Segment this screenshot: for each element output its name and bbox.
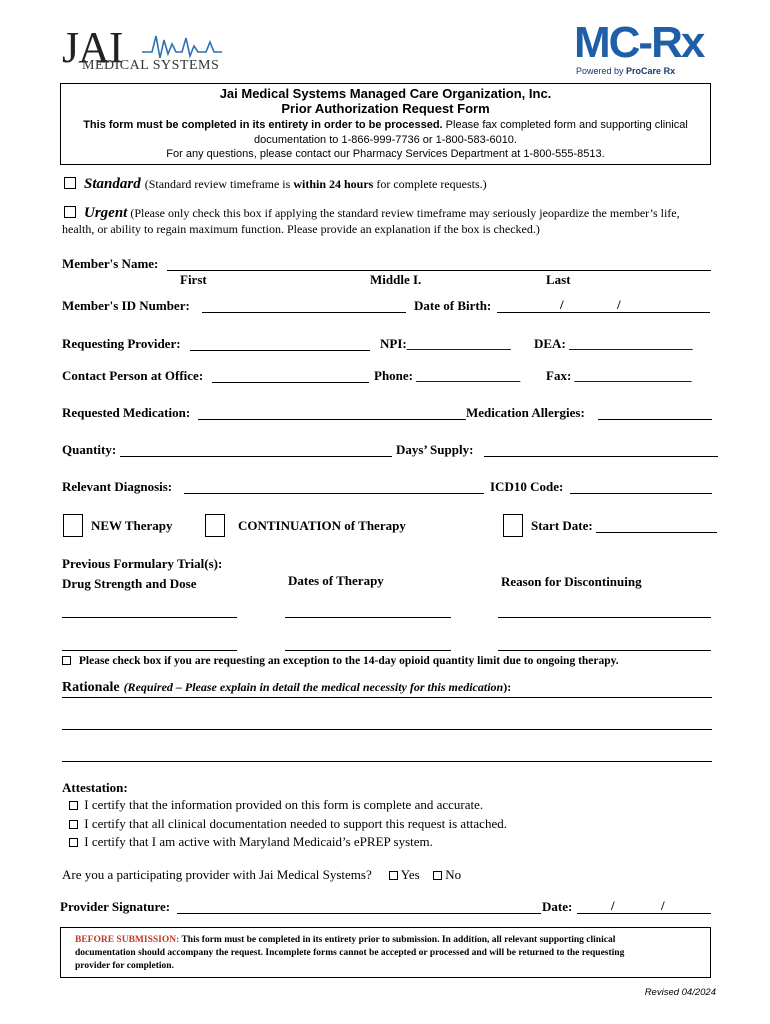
allergies-label: Medication Allergies: xyxy=(466,405,585,420)
signature-date-slash-2: / xyxy=(661,898,665,913)
standard-label: Standard xyxy=(84,176,141,192)
attestation-heading: Attestation: xyxy=(62,780,128,795)
icd10-field[interactable] xyxy=(570,493,712,494)
npi-field[interactable]: ________________ xyxy=(406,336,511,351)
instructions-line1: This form must be completed in its entirety in order to be processed. Please fax completed form and supporting clinical xyxy=(83,119,688,131)
diagnosis-label: Relevant Diagnosis: xyxy=(62,479,173,494)
form-subtitle: Prior Authorization Request Form xyxy=(281,101,490,116)
quantity-field[interactable] xyxy=(120,456,392,457)
trials-col-dates: Dates of Therapy xyxy=(288,573,384,588)
notice-line-3: provider for completion. xyxy=(75,961,174,971)
diagnosis-field[interactable] xyxy=(184,493,484,494)
trial-2-dates-field[interactable] xyxy=(285,650,451,651)
opioid-exception-label: Please check box if you are requesting an exception to the 14-day opioid quantity limit due to ongoing therapy. xyxy=(78,655,619,667)
urgent-option xyxy=(64,204,680,222)
continuation-checkbox[interactable] xyxy=(205,514,225,537)
fax-label: Fax: __________________ xyxy=(546,368,692,383)
dob-field[interactable] xyxy=(497,312,710,313)
form-title: Jai Medical Systems Managed Care Organization, Inc. xyxy=(219,86,552,101)
contact-person-field[interactable] xyxy=(212,382,369,383)
npi-label: NPI:________________ xyxy=(380,336,511,351)
signature-date-field[interactable] xyxy=(577,913,711,914)
participation-question: Are you a participating provider with Jai Medical Systems? xyxy=(62,867,372,882)
trial-2-drug-field[interactable] xyxy=(62,650,237,651)
fax-field[interactable]: __________________ xyxy=(574,368,692,383)
provider-signature-label: Provider Signature: xyxy=(60,899,171,914)
notice-line-2: documentation should accompany the request. Incomplete forms cannot be accepted or processed and will be returned to the requesting xyxy=(75,948,625,958)
participation-row xyxy=(62,867,461,883)
requesting-provider-field[interactable] xyxy=(190,350,370,351)
participation-no-label: No xyxy=(445,867,462,882)
days-supply-field[interactable] xyxy=(484,456,718,457)
attestation-item-3: I certify that I am active with Maryland Medicaid’s ePREP system. xyxy=(69,834,433,850)
participation-yes-checkbox[interactable] xyxy=(389,871,398,880)
phone-label: Phone: ________________ xyxy=(374,368,521,383)
new-therapy-checkbox[interactable] xyxy=(63,514,83,537)
urgent-checkbox[interactable] xyxy=(64,206,76,218)
opioid-exception-checkbox[interactable] xyxy=(62,656,71,665)
member-name-label: Member's Name: xyxy=(62,256,159,271)
requested-medication-field[interactable] xyxy=(198,419,466,420)
start-date-label: Start Date: xyxy=(531,518,593,533)
participation-yes-label: Yes xyxy=(400,867,420,882)
new-therapy-label: NEW Therapy xyxy=(91,518,173,533)
urgent-description-line2: health, or ability to regain maximum function. Please provide an explanation if the box is checked.) xyxy=(62,222,540,236)
dea-label: DEA: ___________________ xyxy=(534,336,693,351)
trials-col-reason: Reason for Discontinuing xyxy=(501,574,642,589)
opioid-exception xyxy=(62,655,619,667)
revision-date: Revised 04/2024 xyxy=(644,987,716,998)
dea-field[interactable]: ___________________ xyxy=(569,336,693,351)
start-date-checkbox[interactable] xyxy=(503,514,523,537)
standard-description: (Standard review timeframe is within 24 hours for complete requests.) xyxy=(144,177,487,191)
phone-field[interactable]: ________________ xyxy=(416,368,521,383)
dob-slash-1: / xyxy=(560,297,564,312)
rationale-field-line-2[interactable] xyxy=(62,729,712,730)
trial-2-reason-field[interactable] xyxy=(498,650,711,651)
attestation-checkbox-1[interactable] xyxy=(69,801,78,810)
rationale-note: (Required – Please explain in detail the medical necessity for this medication xyxy=(123,680,504,694)
mcrx-logo-powered: Powered by ProCare Rx xyxy=(576,66,676,76)
rationale-label-row xyxy=(62,678,511,696)
rationale-field-line-1[interactable] xyxy=(62,697,712,698)
first-name-caption: First xyxy=(180,272,207,287)
urgent-label: Urgent xyxy=(84,205,128,221)
mcrx-logo xyxy=(574,18,714,80)
instructions-line2: documentation to 1-866-999-7736 or 1-800-583-6010. xyxy=(254,134,517,146)
member-id-field[interactable] xyxy=(202,312,406,313)
instructions-line3: For any questions, please contact our Pharmacy Services Department at 1-800-555-8513. xyxy=(166,148,605,160)
trial-1-drug-field[interactable] xyxy=(62,617,237,618)
jai-logo-name: JAI xyxy=(62,23,123,72)
trial-1-reason-field[interactable] xyxy=(498,617,711,618)
requesting-provider-label: Requesting Provider: xyxy=(62,336,181,351)
signature-date-slash-1: / xyxy=(611,898,615,913)
participation-no-checkbox[interactable] xyxy=(433,871,442,880)
dob-slash-2: / xyxy=(617,297,621,312)
dob-label: Date of Birth: xyxy=(414,298,492,313)
trial-1-dates-field[interactable] xyxy=(285,617,451,618)
start-date-field[interactable] xyxy=(596,532,717,533)
signature-date-label: Date: xyxy=(542,899,573,914)
days-supply-label: Days’ Supply: xyxy=(396,442,474,457)
member-name-field[interactable] xyxy=(167,270,711,271)
attestation-checkbox-2[interactable] xyxy=(69,820,78,829)
standard-checkbox[interactable] xyxy=(64,177,76,189)
contact-person-label: Contact Person at Office: xyxy=(62,368,204,383)
notice-line-1: BEFORE SUBMISSION: This form must be completed in its entirety prior to submission. In addition, all relevant supporting clinical xyxy=(75,935,616,945)
jai-logo-subtitle: MEDICAL SYSTEMS xyxy=(82,58,220,73)
trials-col-drug: Drug Strength and Dose xyxy=(62,576,197,591)
notice-prefix: BEFORE SUBMISSION: xyxy=(75,935,180,945)
icd10-label: ICD10 Code: xyxy=(490,479,564,494)
attestation-checkbox-3[interactable] xyxy=(69,838,78,847)
jai-logo xyxy=(62,23,222,78)
attestation-item-1: I certify that the information provided on this form is complete and accurate. xyxy=(69,797,483,813)
previous-trials-heading: Previous Formulary Trial(s): xyxy=(62,556,223,571)
mcrx-logo-name: MC-Rx xyxy=(574,18,704,67)
rationale-close: ): xyxy=(503,680,512,694)
urgent-description-line1: (Please only check this box if applying the standard review timeframe may seriously jeopardize the member’s life, xyxy=(127,206,680,220)
middle-initial-caption: Middle I. xyxy=(370,272,422,287)
last-name-caption: Last xyxy=(546,272,571,287)
attestation-item-2: I certify that all clinical documentation needed to support this request is attached. xyxy=(69,816,507,832)
provider-signature-field[interactable] xyxy=(177,913,541,914)
standard-option xyxy=(64,175,487,193)
rationale-label: Rationale xyxy=(62,680,120,695)
allergies-field[interactable] xyxy=(598,419,712,420)
quantity-label: Quantity: xyxy=(62,442,117,457)
member-id-label: Member's ID Number: xyxy=(62,298,190,313)
continuation-label: CONTINUATION of Therapy xyxy=(238,518,406,533)
requested-medication-label: Requested Medication: xyxy=(62,405,191,420)
rationale-field-line-3[interactable] xyxy=(62,761,712,762)
